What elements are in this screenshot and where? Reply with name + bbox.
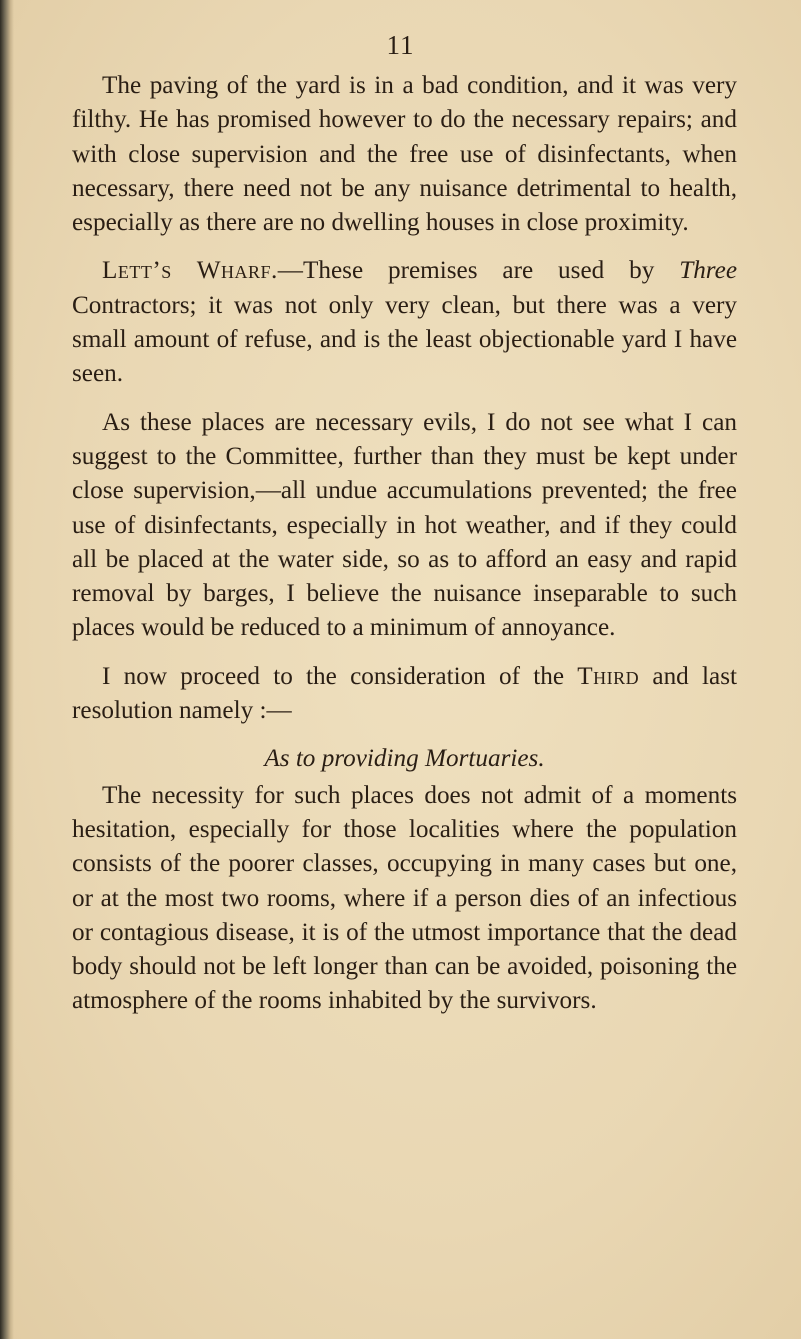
paragraph-mortuaries bbox=[72, 779, 737, 1019]
paragraph-third-resolution bbox=[72, 660, 737, 729]
paragraph-lead: Lett’s Wharf. bbox=[102, 257, 278, 285]
page-number: 11 bbox=[386, 30, 415, 60]
paragraph-text: I now proceed to the consideration of the bbox=[102, 662, 578, 690]
paragraph-text: The necessity for such places does not admit of a moments hesitation, especially for those localities where the population consists of the poorer classes, occupying in many cases but one, or at the most two rooms, where if a person dies of an infectious or contagious disease, it is of the utmost importance that the dead body should not be left longer than can be avoided, poisoning the atmosphere of the rooms inhabited by the survivors. bbox=[72, 781, 737, 1015]
paragraph-letts-wharf bbox=[72, 254, 737, 391]
paragraph-italic-word: Three bbox=[679, 257, 738, 285]
page-binding-edge bbox=[0, 0, 14, 1339]
paragraph-yard-paving bbox=[72, 69, 737, 240]
paragraph-text: —These premises are used by bbox=[277, 257, 680, 285]
paragraph-text: As these places are necessary evils, I do not see what I can suggest to the Committee, further than they must be kept under close supervision,—all undue accumulations prevented; the free use of disinfectants, especially in hot weather, and if they could all be placed at the water side, so as to afford an easy and rapid removal by barges, I believe the nuisance inseparable to such places would be reduced to a minimum of annoyance. bbox=[72, 408, 737, 642]
paragraph-necessary-evils bbox=[72, 406, 737, 646]
section-heading: As to providing Mortuaries. bbox=[264, 745, 545, 773]
paragraph-text: and last resolution namely :— bbox=[72, 662, 737, 725]
paragraph-text: Contractors; it was not only very clean, but there was a very small amount of refuse, and is the least objectionable yard I have seen. bbox=[72, 291, 737, 388]
paragraph-text: The paving of the yard is in a bad condition, and it was very filthy. He has promised however to do the necessary repairs; and with close supervision and the free use of disinfectants, when necessary, there need not be any nuisance detrimental to health, especially as there are no dwelling houses in close proximity. bbox=[72, 72, 737, 237]
paragraph-smallcaps-word: Third bbox=[577, 662, 640, 690]
body-text bbox=[72, 69, 737, 1019]
